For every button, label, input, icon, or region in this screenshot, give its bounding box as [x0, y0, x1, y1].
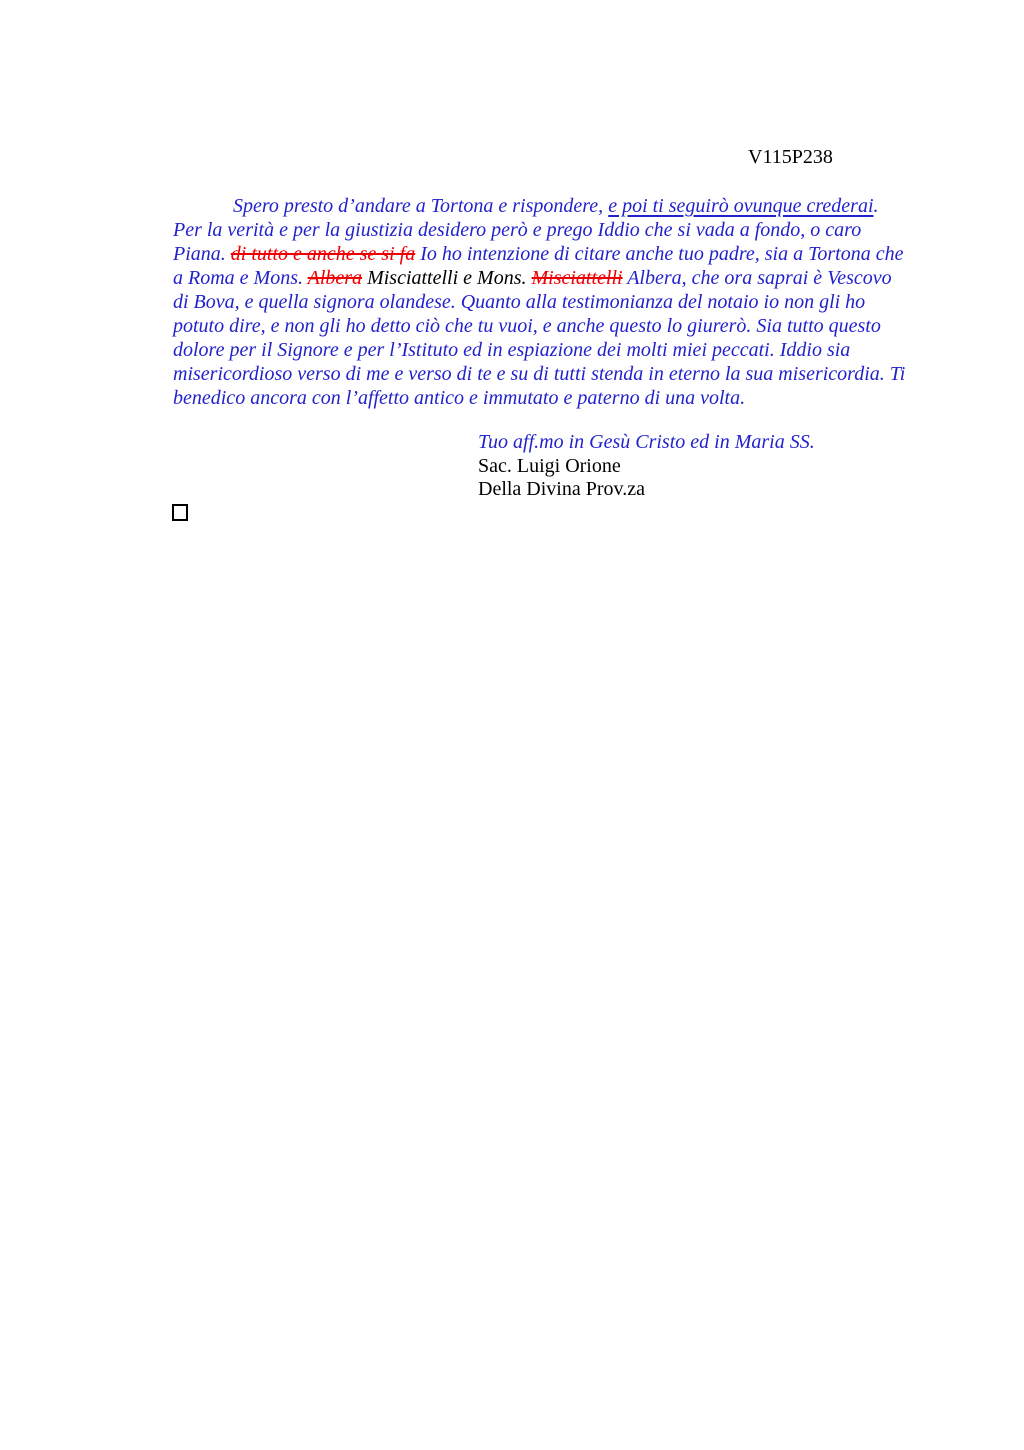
signature-congregation: Della Divina Prov.za — [478, 478, 645, 500]
paragraph-segment-deleted: Misciattelli — [531, 267, 623, 289]
paragraph-segment-underlined: e poi ti seguirò ovunque crederai — [608, 195, 874, 217]
signature-name: Sac. Luigi Orione — [478, 454, 621, 477]
paragraph-segment-deleted: Albera — [307, 267, 363, 289]
paragraph-segment-deleted: di tutto e anche se si fa — [230, 243, 416, 265]
paragraph-segment-correction: Misciattelli e Mons. — [362, 267, 532, 289]
paragraph-segment: . Per la verità e per la giustizia desidero però e prego Iddio che si vada a fondo, o caro Piana. — [173, 195, 879, 265]
signature-closing: Tuo aff.mo in Gesù Cristo ed in Maria SS. — [478, 431, 815, 453]
letter-paragraph — [173, 194, 910, 410]
paragraph-segment: Spero presto d’andare a Tortona e rispondere, — [233, 195, 609, 217]
paragraph-segment: Albera, che ora saprai è Vescovo di Bova, e quella signora olandese. Quanto alla testimonianza del notaio io non gli ho potuto dire, e non gli ho detto ciò che tu vuoi, e anche questo lo giurerò. Sia tutto questo dolore per il Signore e per l’Istituto ed in espiazione dei molti miei peccati. Iddio sia misericordioso verso di me e verso di te e su di tutti stenda in eterno la sua misericordia. Ti benedico ancora con l’affetto antico e immutato e paterno di una volta. — [173, 267, 906, 409]
page-code: V115P238 — [748, 146, 833, 168]
signature-block — [478, 431, 815, 502]
paragraph-segment: Io ho intenzione di citare anche tuo padre, sia a Tortona che a Roma e Mons. — [173, 243, 904, 289]
empty-checkbox[interactable] — [172, 504, 188, 521]
